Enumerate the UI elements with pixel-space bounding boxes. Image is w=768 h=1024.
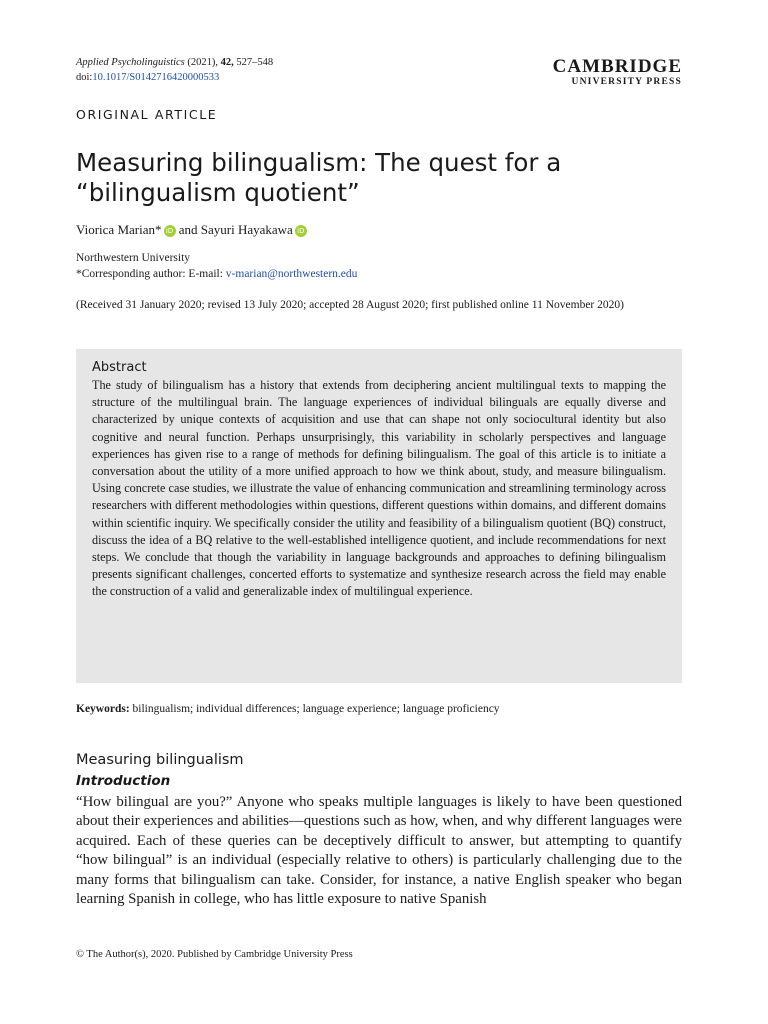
affiliation-block	[76, 250, 357, 282]
corresponding-label: *Corresponding author: E-mail:	[76, 268, 223, 280]
publisher-logo	[553, 57, 682, 88]
author-list	[76, 221, 307, 239]
doi-prefix: doi:	[76, 72, 93, 83]
journal-reference	[76, 55, 273, 70]
publisher-logo-line2: UNIVERSITY PRESS	[571, 77, 682, 87]
corresponding-author	[76, 266, 357, 282]
abstract-heading: Abstract	[92, 360, 147, 375]
publisher-logo-line1: CAMBRIDGE	[552, 56, 682, 77]
orcid-icon[interactable]: iD	[295, 225, 307, 237]
keywords-list: bilingualism; individual differences; language experience; language proficiency	[132, 703, 500, 715]
article-title: Measuring bilingualism: The quest for a “bilingualism quotient”	[76, 148, 562, 207]
affiliation: Northwestern University	[76, 252, 191, 264]
subsection-heading: Introduction	[76, 773, 171, 789]
abstract-text: The study of bilingualism has a history that extends from deciphering ancient multilingual texts to mapping the structure of the multilingual brain. The language experiences of individual bilinguals are equally diverse and characterized by unique contexts of acquisition and use that can shape not only sociocultural identity but also cognitive and neural function. Perhaps unsurprisingly, this variability in scholarly perspectives and language experiences has given rise to a range of methods for defining bilingualism. The goal of this article is to initiate a conversation about the utility of a more unified approach to how we think about, study, and measure bilingualism. Using concrete case studies, we illustrate the value of enhancing communication and streamlining terminology across researchers with different methodologies within questions, different questions within domains, and different domains within scientific inquiry. We specifically consider the utility and feasibility of a bilingualism quotient (BQ) construct, discuss the idea of a BQ relative to the well-established intelligence quotient, and include recommendations for next steps. We conclude that though the variability in language backgrounds and approaches to defining bilingualism presents significant challenges, concerted efforts to systematize and synthesize research across the field may enable the construction of a valid and generalizable index of multilingual experience.	[92, 378, 666, 599]
section-heading: Measuring bilingualism	[76, 752, 244, 768]
journal-citation	[76, 55, 273, 85]
journal-year: (2021),	[187, 57, 219, 68]
abstract-box	[76, 349, 682, 683]
journal-volume: 42,	[220, 57, 234, 68]
article-type: ORIGINAL ARTICLE	[76, 107, 218, 122]
doi-link[interactable]: 10.1017/S0142716420000533	[92, 72, 220, 83]
publication-history: (Received 31 January 2020; revised 13 July 2020; accepted 28 August 2020; first published online 11 November 2020)	[76, 299, 624, 311]
author-joiner: and	[178, 222, 198, 237]
author-name: Viorica Marian*	[76, 222, 162, 237]
journal-name: Applied Psycholinguistics	[76, 57, 185, 68]
body-paragraph: “How bilingual are you?” Anyone who speaks multiple languages is likely to have been questioned about their experiences and abilities—questions such as how, when, and why different languages were acquired. Each of these queries can be deceptively difficult to answer, but attempting to quantify “how bilingual” is an individual (especially relative to others) is particularly challenging due to the many forms that bilingualism can take. Consider, for instance, a native English speaker who began learning Spanish in college, who has little exposure to native Spanish	[76, 794, 682, 908]
doi-line	[76, 70, 273, 85]
keywords-label: Keywords:	[76, 703, 130, 715]
orcid-icon[interactable]: iD	[164, 225, 176, 237]
journal-pages: 527–548	[236, 57, 274, 68]
author-name: Sayuri Hayakawa	[200, 222, 293, 237]
email-link[interactable]: v-marian@northwestern.edu	[225, 268, 358, 280]
keywords	[76, 701, 500, 717]
copyright-footer: © The Author(s), 2020. Published by Cambridge University Press	[76, 949, 353, 960]
